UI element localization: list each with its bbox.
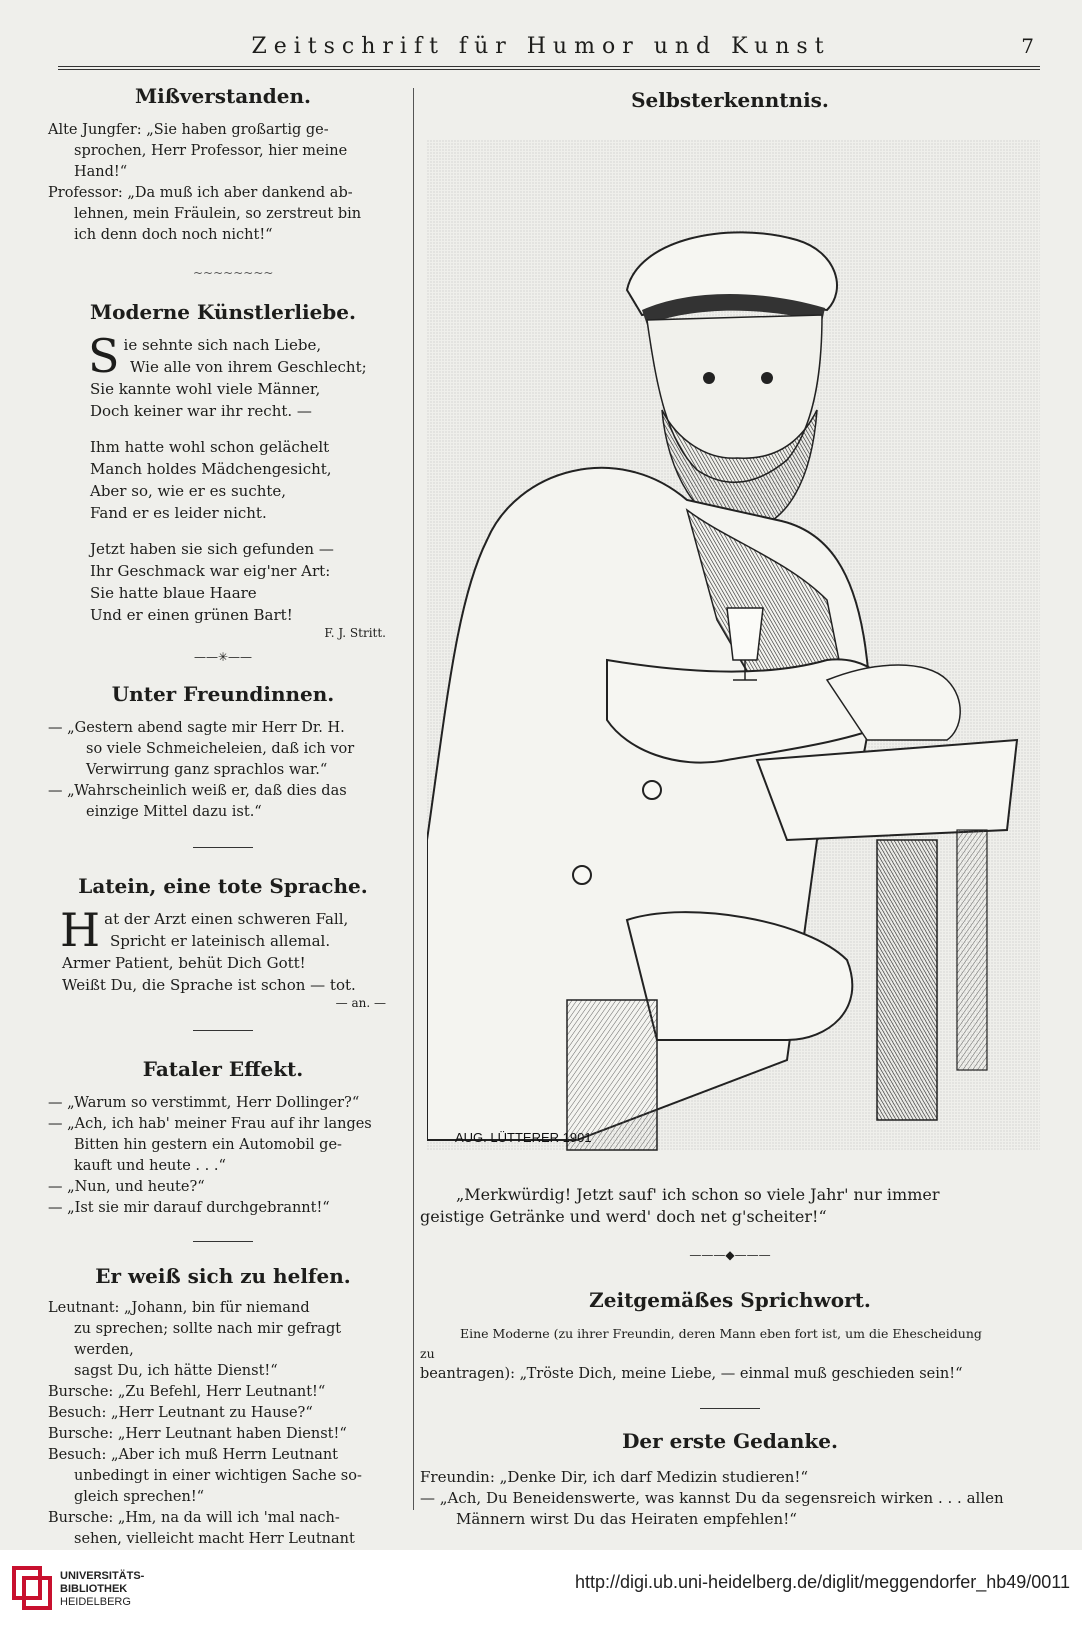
text-block-fataler-effekt bbox=[48, 1093, 398, 1219]
running-header bbox=[0, 32, 1082, 62]
poem-latein bbox=[48, 903, 398, 1010]
text-line: Armer Patient, behüt Dich Gott! bbox=[62, 954, 306, 972]
ornament-divider: ———◆——— bbox=[689, 1248, 771, 1262]
text-line: Aber so, wie er es suchte, bbox=[90, 482, 287, 500]
page-number: 7 bbox=[1021, 34, 1034, 58]
text-line: Sie hatte blaue Haare bbox=[90, 584, 257, 602]
author-signature: F. J. Stritt. bbox=[324, 626, 386, 640]
rule-divider bbox=[193, 1030, 253, 1031]
text-line: Verwirrung ganz sprachlos war.“ bbox=[86, 762, 328, 778]
journal-title: Zeitschrift für Humor und Kunst bbox=[251, 34, 831, 59]
text-line: Professor: „Da muß ich aber dankend ab- bbox=[48, 185, 353, 201]
section-title-erste-gedanke: Der erste Gedanke. bbox=[622, 1429, 838, 1453]
section-title-er-weiss-sich: Er weiß sich zu helfen. bbox=[95, 1264, 351, 1288]
section-title-latein: Latein, eine tote Sprache. bbox=[78, 874, 368, 898]
text-line: Besuch: „Herr Leutnant zu Hause?“ bbox=[48, 1405, 313, 1421]
source-url[interactable]: http://digi.ub.uni-heidelberg.de/diglit/meggendorfer_hb49/0011 bbox=[574, 1572, 1070, 1592]
text-block-missverstanden bbox=[48, 120, 398, 246]
text-line: — „Wahrscheinlich weiß er, daß dies das bbox=[48, 783, 347, 799]
drop-cap: H bbox=[60, 903, 101, 957]
text-line: so viele Schmeicheleien, daß ich vor bbox=[86, 741, 355, 757]
text-line: einzige Mittel dazu ist.“ bbox=[86, 804, 262, 820]
text-line: kauft und heute . . .“ bbox=[74, 1158, 226, 1174]
column-separator bbox=[413, 88, 414, 1510]
text-line: Freundin: „Denke Dir, ich darf Medizin studieren!“ bbox=[420, 1468, 809, 1486]
table-leg bbox=[877, 840, 937, 1120]
text-line: ich denn doch noch nicht!“ bbox=[74, 227, 273, 243]
text-line: gleich sprechen!“ bbox=[74, 1489, 205, 1505]
section-title-kuenstlerliebe: Moderne Künstlerliebe. bbox=[90, 300, 356, 324]
right-column-lower bbox=[420, 1168, 1040, 1530]
drop-cap: S bbox=[88, 329, 120, 383]
rule-divider bbox=[700, 1408, 760, 1409]
library-footer bbox=[0, 1550, 1082, 1626]
wavy-divider: ~~~~~~~~ bbox=[193, 266, 274, 280]
illustration-caption: „Merkwürdig! Jetzt sauf' ich schon so viele Jahr' nur immer geistige Getränke und werd' doch net g'scheiter!“ bbox=[420, 1185, 940, 1226]
section-title-freundinnen: Unter Freundinnen. bbox=[111, 682, 335, 706]
text-line: Weißt Du, die Sprache ist schon — tot. bbox=[62, 976, 356, 994]
text-line: — „Ach, ich hab' meiner Frau auf ihr langes bbox=[48, 1116, 372, 1132]
text-line: Alte Jungfer: „Sie haben großartig ge- bbox=[48, 122, 329, 138]
text-line: Bursche: „Zu Befehl, Herr Leutnant!“ bbox=[48, 1384, 326, 1400]
rule-divider bbox=[193, 847, 253, 848]
text-line: Jetzt haben sie sich gefunden — bbox=[90, 540, 334, 558]
text-line: Fand er es leider nicht. bbox=[90, 504, 267, 522]
text-line: at der Arzt einen schweren Fall, bbox=[104, 910, 349, 928]
section-title-fataler-effekt: Fataler Effekt. bbox=[142, 1057, 304, 1081]
artist-signature: AUG. LÜTTERER 1901 bbox=[455, 1130, 592, 1145]
section-title-sprichwort: Zeitgemäßes Sprichwort. bbox=[589, 1288, 871, 1312]
text-line: lehnen, mein Fräulein, so zerstreut bin bbox=[74, 206, 362, 222]
text-line: Eine Moderne (zu ihrer Freundin, deren Mann eben fort ist, um die Ehescheidung zu bbox=[420, 1326, 982, 1361]
schnapps-glass bbox=[727, 608, 763, 660]
author-signature: — an. — bbox=[335, 996, 386, 1010]
library-name-line: BIBLIOTHEK bbox=[60, 1583, 128, 1595]
illustration-old-man-drinking bbox=[427, 140, 1040, 1190]
library-name-line: UNIVERSITÄTS- bbox=[60, 1570, 145, 1582]
header-rule bbox=[58, 66, 1040, 70]
text-line: — „Warum so verstimmt, Herr Dollinger?“ bbox=[48, 1095, 360, 1111]
library-name-line: HEIDELBERG bbox=[60, 1596, 131, 1608]
left-column bbox=[48, 78, 398, 1571]
text-line: Bitten hin gestern ein Automobil ge- bbox=[74, 1137, 342, 1153]
poem-kuenstlerliebe bbox=[48, 329, 398, 640]
text-line: — „Ist sie mir darauf durchgebrannt!“ bbox=[48, 1200, 330, 1216]
text-line: sehen, vielleicht macht Herr Leutnant bbox=[74, 1531, 355, 1547]
text-line: ie sehnte sich nach Liebe, bbox=[123, 336, 322, 354]
stool bbox=[567, 1000, 657, 1150]
text-line: Sie kannte wohl viele Männer, bbox=[90, 380, 321, 398]
library-logo bbox=[12, 1564, 52, 1612]
text-line: Ihr Geschmack war eig'ner Art: bbox=[90, 562, 331, 580]
text-line: Doch keiner war ihr recht. — bbox=[90, 402, 312, 420]
text-line: Männern wirst Du das Heiraten empfehlen!“ bbox=[456, 1510, 797, 1528]
text-line: Besuch: „Aber ich muß Herrn Leutnant bbox=[48, 1447, 339, 1463]
rule-divider bbox=[193, 1241, 253, 1242]
text-line: Manch holdes Mädchengesicht, bbox=[90, 460, 332, 478]
text-line: zu sprechen; sollte nach mir gefragt werden, bbox=[74, 1321, 342, 1358]
text-line: Ihm hatte wohl schon gelächelt bbox=[90, 438, 330, 456]
text-line: — „Gestern abend sagte mir Herr Dr. H. bbox=[48, 720, 345, 736]
library-name bbox=[60, 1570, 144, 1609]
text-line: — „Ach, Du Beneidenswerte, was kannst Du da segensreich wirken . . . allen bbox=[420, 1489, 1004, 1507]
text-line: Bursche: „Herr Leutnant haben Dienst!“ bbox=[48, 1426, 347, 1442]
star-ornament: ——✳—— bbox=[193, 650, 253, 664]
text-line: Leutnant: „Johann, bin für niemand bbox=[48, 1300, 310, 1316]
text-line: sagst Du, ich hätte Dienst!“ bbox=[74, 1363, 278, 1379]
text-line: — „Nun, und heute?“ bbox=[48, 1179, 205, 1195]
text-line: unbedingt in einer wichtigen Sache so- bbox=[74, 1468, 362, 1484]
text-block-er-weiss-sich bbox=[48, 1298, 398, 1571]
text-line: sprochen, Herr Professor, hier meine Hand!“ bbox=[74, 143, 348, 180]
section-title-missverstanden: Mißverstanden. bbox=[134, 84, 312, 108]
text-line: Und er einen grünen Bart! bbox=[90, 606, 293, 624]
text-line: Wie alle von ihrem Geschlecht; bbox=[130, 358, 367, 376]
section-title-selbsterkenntnis: Selbsterkenntnis. bbox=[631, 88, 829, 112]
text-line: Spricht er lateinisch allemal. bbox=[110, 932, 331, 950]
text-line: Bursche: „Hm, na da will ich 'mal nach- bbox=[48, 1510, 340, 1526]
text-line: beantragen): „Tröste Dich, meine Liebe, — einmal muß geschieden sein!“ bbox=[420, 1366, 963, 1382]
right-column bbox=[420, 78, 1040, 112]
text-block-freundinnen bbox=[48, 718, 398, 823]
